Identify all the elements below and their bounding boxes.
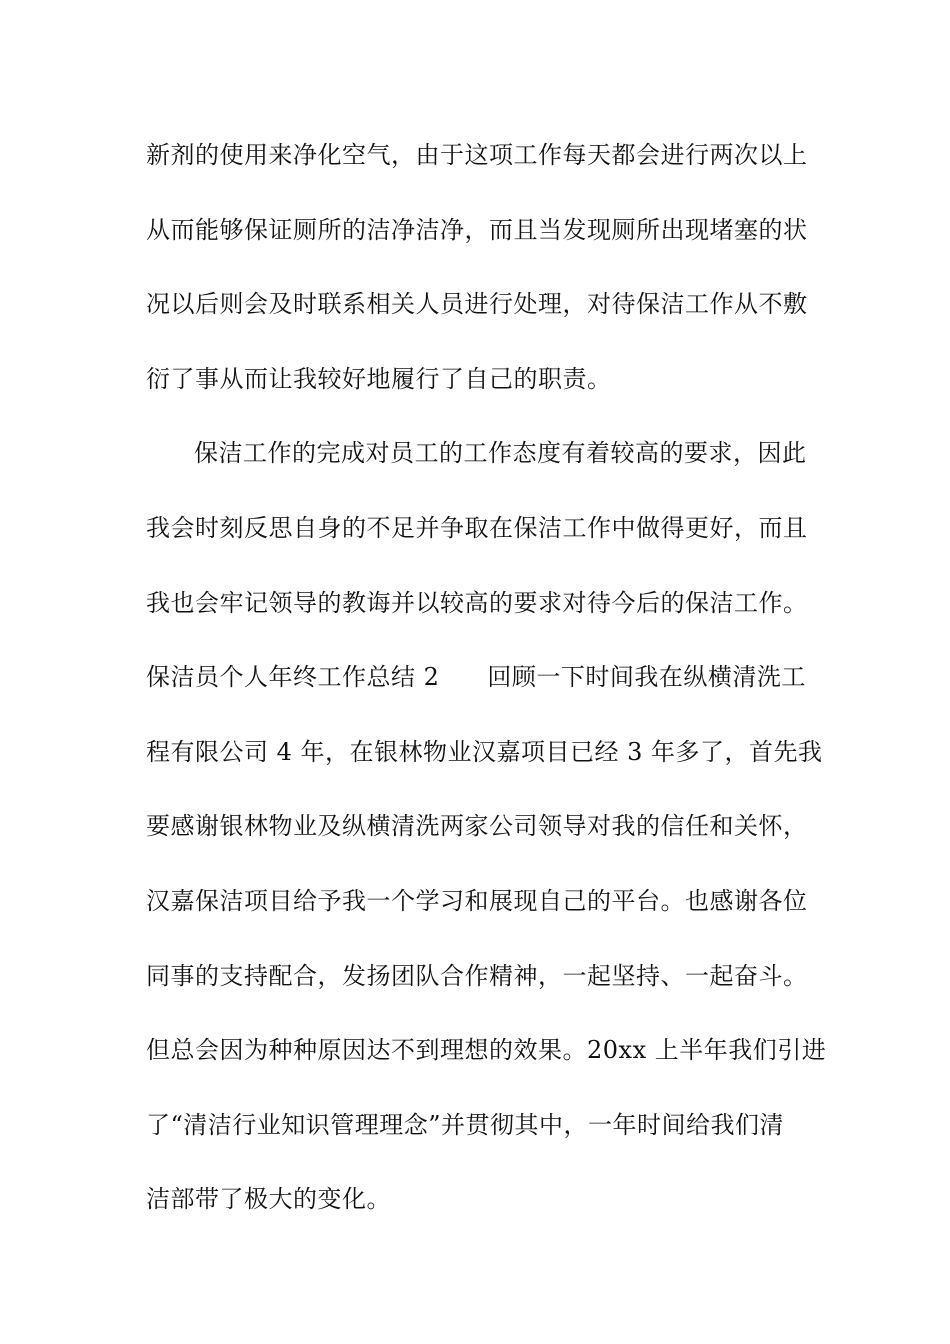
text-line-with-section-title [146, 648, 826, 723]
text-line: 了“清洁行业知识管理理念”并贯彻其中，一年时间给我们清 [146, 1110, 785, 1139]
section-first-text: 回顾一下时间我在纵横清洗工 [487, 663, 806, 692]
section-title: 保洁员个人年终工作总结 2 [146, 663, 440, 692]
text-line: 新剂的使用来净化空气，由于这项工作每天都会进行两次以上 [146, 141, 808, 169]
text-line: 衍了事从而让我较好地履行了自己的职责。 [146, 364, 612, 393]
text-line: 从而能够保证厕所的洁净洁净，而且当发现厕所出现堵塞的状 [146, 215, 808, 244]
text-line: 我会时刻反思自身的不足并争取在保洁工作中做得更好，而且 [146, 513, 808, 542]
document-body [146, 126, 826, 1245]
text-line: 程有限公司 4 年，在银林物业汉嘉项目已经 3 年多了，首先我 [146, 737, 823, 766]
text-line-indented: 保洁工作的完成对员工的工作态度有着较高的要求，因此 [194, 439, 807, 468]
text-line: 我也会牢记领导的教诲并以较高的要求对待今后的保洁工作。 [146, 588, 808, 617]
text-line: 但总会因为种种原因达不到理想的效果。20xx 上半年我们引进 [146, 1036, 827, 1065]
text-line: 要感谢银林物业及纵横清洗两家公司领导对我的信任和关怀， [146, 812, 808, 841]
text-line: 洁部带了极大的变化。 [146, 1185, 391, 1214]
text-line: 况以后则会及时联系相关人员进行处理，对待保洁工作从不敷 [146, 290, 808, 319]
text-line: 汉嘉保洁项目给予我一个学习和展现自己的平台。也感谢各位 [146, 886, 808, 915]
text-line: 同事的支持配合，发扬团队合作精神，一起坚持、一起奋斗。 [146, 961, 808, 990]
